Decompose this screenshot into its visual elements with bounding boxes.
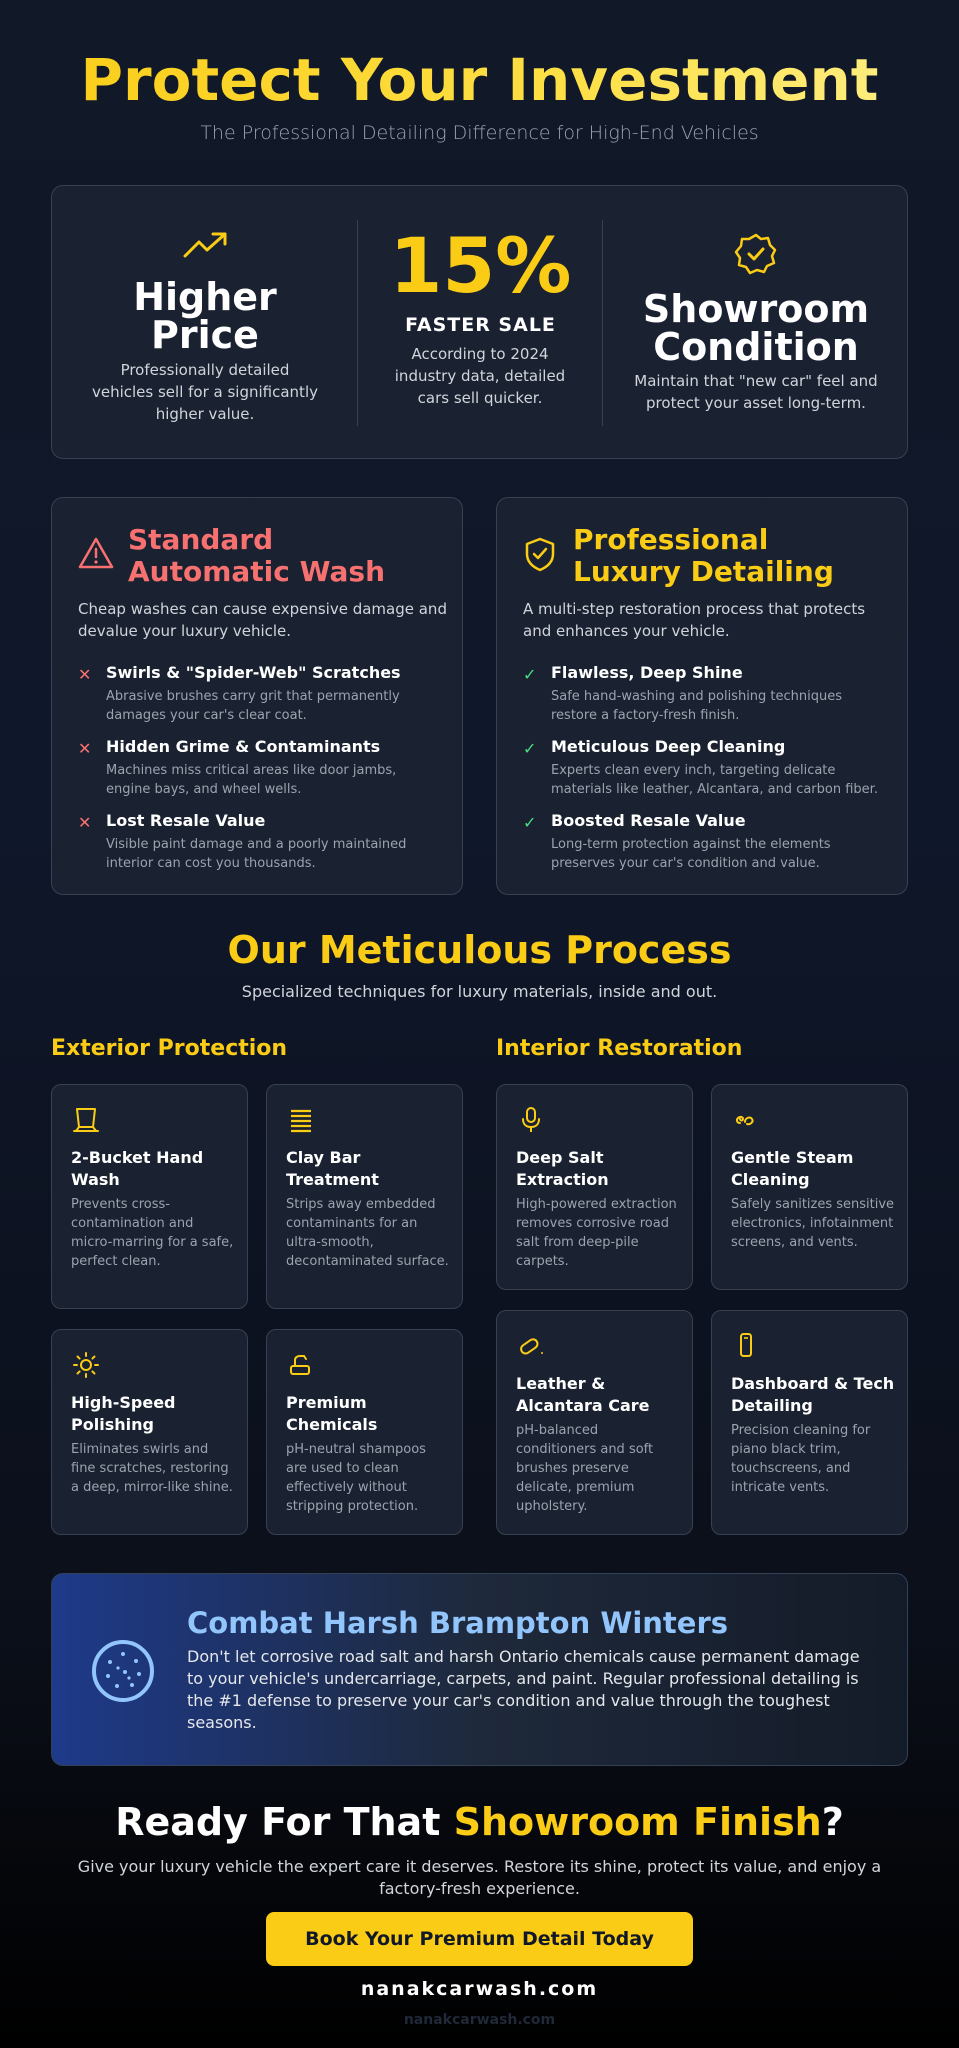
process-card-salt-extraction (496, 1084, 693, 1290)
stat-faster-sale (358, 186, 603, 460)
process-card-title: Clay Bar Treatment (286, 1148, 379, 1189)
process-card-leather-care (496, 1310, 693, 1535)
steam-icon (731, 1105, 761, 1135)
stat-description: According to 2024 industry data, detailed cars sell quicker. (394, 345, 566, 407)
stat-headline-line2: Condition (653, 325, 859, 369)
cta-title-suffix: ? (821, 1800, 844, 1844)
process-subtitle: Specialized techniques for luxury materials, inside and out. (241, 982, 718, 1001)
sun-icon (71, 1350, 101, 1380)
card-title-line2: Luxury Detailing (573, 555, 834, 588)
item-description: Visible paint damage and a poorly maintained interior can cost you thousands. (106, 837, 407, 871)
x-mark-icon: ✕ (78, 739, 92, 758)
process-card-title: Dashboard & Tech Detailing (731, 1374, 895, 1415)
process-card-title: Leather & Alcantara Care (516, 1374, 650, 1415)
item-title: Boosted Resale Value (551, 811, 746, 830)
check-mark-icon: ✓ (523, 813, 537, 832)
trending-up-icon (181, 230, 229, 266)
process-card-description: Eliminates swirls and fine scratches, restoring a deep, mirror-like shine. (71, 1442, 233, 1495)
cta-title-highlight: Showroom Finish (453, 1800, 822, 1844)
page-subtitle: The Professional Detailing Difference for High-End Vehicles (200, 122, 759, 144)
process-card-description: High-powered extraction removes corrosive road salt from deep-pile carpets. (516, 1197, 677, 1269)
process-card-title: Deep Salt Extraction (516, 1148, 609, 1189)
process-card-bucket-wash (51, 1084, 248, 1309)
check-mark-icon: ✓ (523, 665, 537, 684)
exterior-heading: Exterior Protection (51, 1036, 288, 1061)
winter-text: Don't let corrosive road salt and harsh Ontario chemicals cause permanent damage to your vehicle's undercarriage, carpets, and paint. Regular professional detailing is the #1 defense to preserve your car's condition and value through the toughest seasons. (187, 1647, 860, 1732)
process-card-chemicals (266, 1329, 463, 1535)
winter-title: Combat Harsh Brampton Winters (187, 1606, 729, 1640)
stat-description: Maintain that "new car" feel and protect your asset long-term. (634, 372, 878, 412)
card-intro: Cheap washes can cause expensive damage and devalue your luxury vehicle. (78, 600, 447, 640)
professional-detailing-card (496, 497, 908, 895)
stat-headline-line1: Higher (133, 275, 277, 319)
process-card-clay-bar (266, 1084, 463, 1309)
interior-heading: Interior Restoration (496, 1036, 743, 1061)
stat-headline-line1: Showroom (642, 287, 870, 331)
process-card-description: Prevents cross-contamination and micro-marring for a safe, perfect clean. (71, 1197, 234, 1269)
cta-text: Give your luxury vehicle the expert care it deserves. Restore its shine, protect its value, and enjoy a factory-fresh experience. (77, 1857, 882, 1898)
clay-bar-icon (286, 1105, 316, 1135)
phone-icon (731, 1331, 761, 1361)
stat-big-number: 15% (389, 221, 572, 310)
item-description: Safe hand-washing and polishing techniques restore a factory-fresh finish. (551, 689, 843, 723)
process-card-description: Strips away embedded contaminants for an ultra-smooth, decontaminated surface. (286, 1197, 449, 1269)
process-title: Our Meticulous Process (227, 928, 732, 972)
shield-check-icon (523, 536, 557, 576)
website-link[interactable]: nanakcarwash.com (360, 1978, 599, 2000)
bucket-icon (71, 1105, 101, 1135)
footer-website-text: nanakcarwash.com (403, 2012, 556, 2028)
item-description: Machines miss critical areas like door jambs, engine bays, and wheel wells. (106, 763, 397, 797)
process-card-dashboard-tech (711, 1310, 908, 1535)
stats-card (51, 185, 908, 459)
page-title: Protect Your Investment (0, 48, 959, 112)
cta-title (0, 1800, 959, 1844)
stat-label: FASTER SALE (405, 314, 556, 336)
card-title-line1: Standard (128, 523, 274, 556)
process-card-title: 2-Bucket Hand Wash (71, 1148, 204, 1189)
stat-headline-line2: Price (151, 313, 259, 357)
item-title: Hidden Grime & Contaminants (106, 737, 381, 756)
stat-higher-price (52, 186, 358, 460)
extractor-icon (516, 1105, 546, 1135)
item-title: Flawless, Deep Shine (551, 663, 743, 682)
x-mark-icon: ✕ (78, 665, 92, 684)
process-card-description: Safely sanitizes sensitive electronics, infotainment screens, and vents. (731, 1197, 895, 1250)
item-description: Long-term protection against the elements preserves your car's condition and value. (551, 837, 831, 871)
stat-description: Professionally detailed vehicles sell for a significantly higher value. (91, 361, 318, 423)
item-description: Experts clean every inch, targeting delicate materials like leather, Alcantara, and carbon fiber. (551, 763, 878, 797)
standard-wash-card (51, 497, 463, 895)
badge-check-icon (734, 232, 778, 280)
process-card-title: Gentle Steam Cleaning (731, 1148, 854, 1189)
process-card-description: Precision cleaning for piano black trim, touchscreens, and intricate vents. (731, 1423, 871, 1495)
item-description: Abrasive brushes carry grit that permanently damages your car's clear coat. (106, 689, 400, 723)
item-title: Swirls & "Spider-Web" Scratches (106, 663, 401, 682)
process-card-steam-cleaning (711, 1084, 908, 1290)
conditioner-icon (516, 1331, 546, 1361)
warning-triangle-icon (78, 536, 114, 574)
process-card-description: pH-balanced conditioners and soft brushes preserve delicate, premium upholstery. (516, 1423, 654, 1514)
card-title-line1: Professional (573, 523, 769, 556)
x-mark-icon: ✕ (78, 813, 92, 832)
process-card-polishing (51, 1329, 248, 1535)
cta-title-prefix: Ready For That (115, 1800, 454, 1844)
card-intro: A multi-step restoration process that protects and enhances your vehicle. (523, 600, 866, 640)
snowflake-circle-icon (90, 1638, 156, 1708)
book-detail-button[interactable]: Book Your Premium Detail Today (266, 1912, 693, 1966)
spray-bottle-icon (286, 1350, 316, 1380)
winter-banner (51, 1573, 908, 1766)
process-card-title: Premium Chemicals (286, 1393, 378, 1434)
process-card-description: pH-neutral shampoos are used to clean effectively without stripping protection. (286, 1442, 426, 1514)
stat-showroom-condition (603, 186, 909, 460)
process-card-title: High-Speed Polishing (71, 1393, 176, 1434)
card-title-line2: Automatic Wash (128, 555, 386, 588)
item-title: Meticulous Deep Cleaning (551, 737, 786, 756)
check-mark-icon: ✓ (523, 739, 537, 758)
item-title: Lost Resale Value (106, 811, 266, 830)
